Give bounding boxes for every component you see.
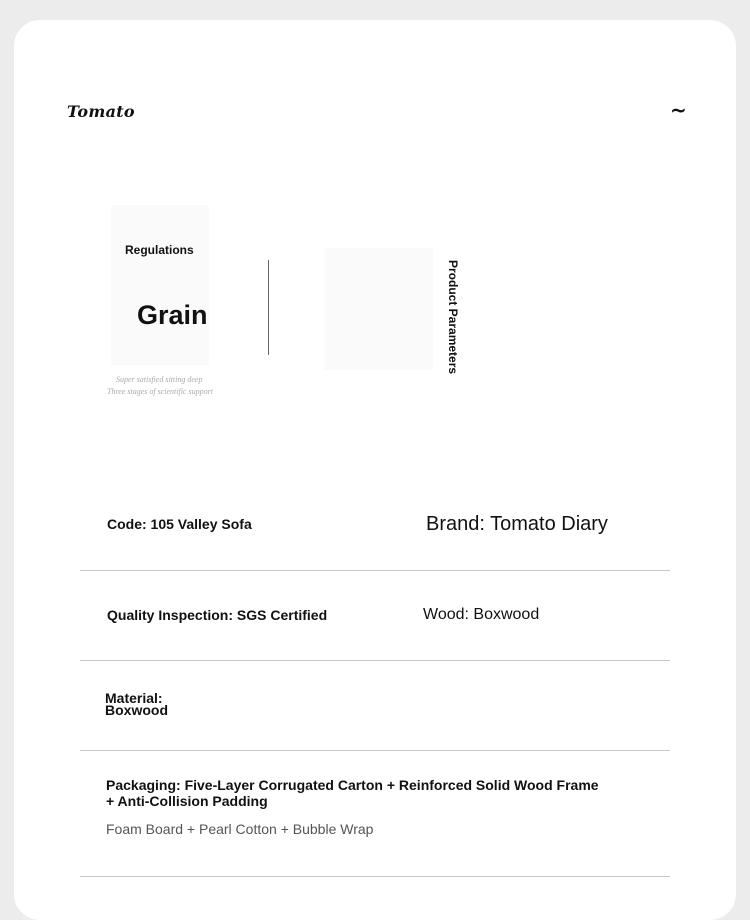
subtitle-line-2: Three stages of scientific support	[107, 387, 213, 396]
grain-title: Grain	[137, 300, 208, 330]
row-divider	[80, 750, 670, 751]
row-divider	[80, 570, 670, 571]
material-field	[105, 692, 168, 716]
packaging-line-1: Packaging: Five-Layer Corrugated Carton + Reinforced Solid Wood Frame	[106, 777, 599, 793]
hero-image-placeholder	[111, 205, 209, 365]
quality-field: Quality Inspection: SGS Certified	[107, 607, 328, 623]
spec-card	[14, 20, 736, 920]
brand-logo[interactable]: Tomato	[67, 102, 135, 121]
brand-field: Brand: Tomato Diary	[426, 513, 608, 535]
row-divider	[80, 876, 670, 877]
wood-field: Wood: Boxwood	[423, 606, 540, 623]
regulations-label: Regulations	[125, 243, 194, 257]
packaging-line-2: + Anti-Collision Padding	[106, 793, 268, 809]
packaging-field	[106, 777, 599, 809]
row-divider	[80, 660, 670, 661]
code-field: Code: 105 Valley Sofa	[107, 516, 252, 532]
material-label: Material:	[105, 690, 163, 706]
material-value: Boxwood	[105, 702, 168, 718]
subtitle-line-1: Super satisfied sitting deep	[116, 375, 203, 384]
menu-icon[interactable]: ~	[670, 98, 687, 122]
vertical-divider	[268, 260, 269, 355]
product-parameters-label: Product Parameters	[446, 260, 460, 375]
product-image-placeholder	[325, 248, 433, 370]
packaging-note: Foam Board + Pearl Cotton + Bubble Wrap	[106, 821, 374, 837]
